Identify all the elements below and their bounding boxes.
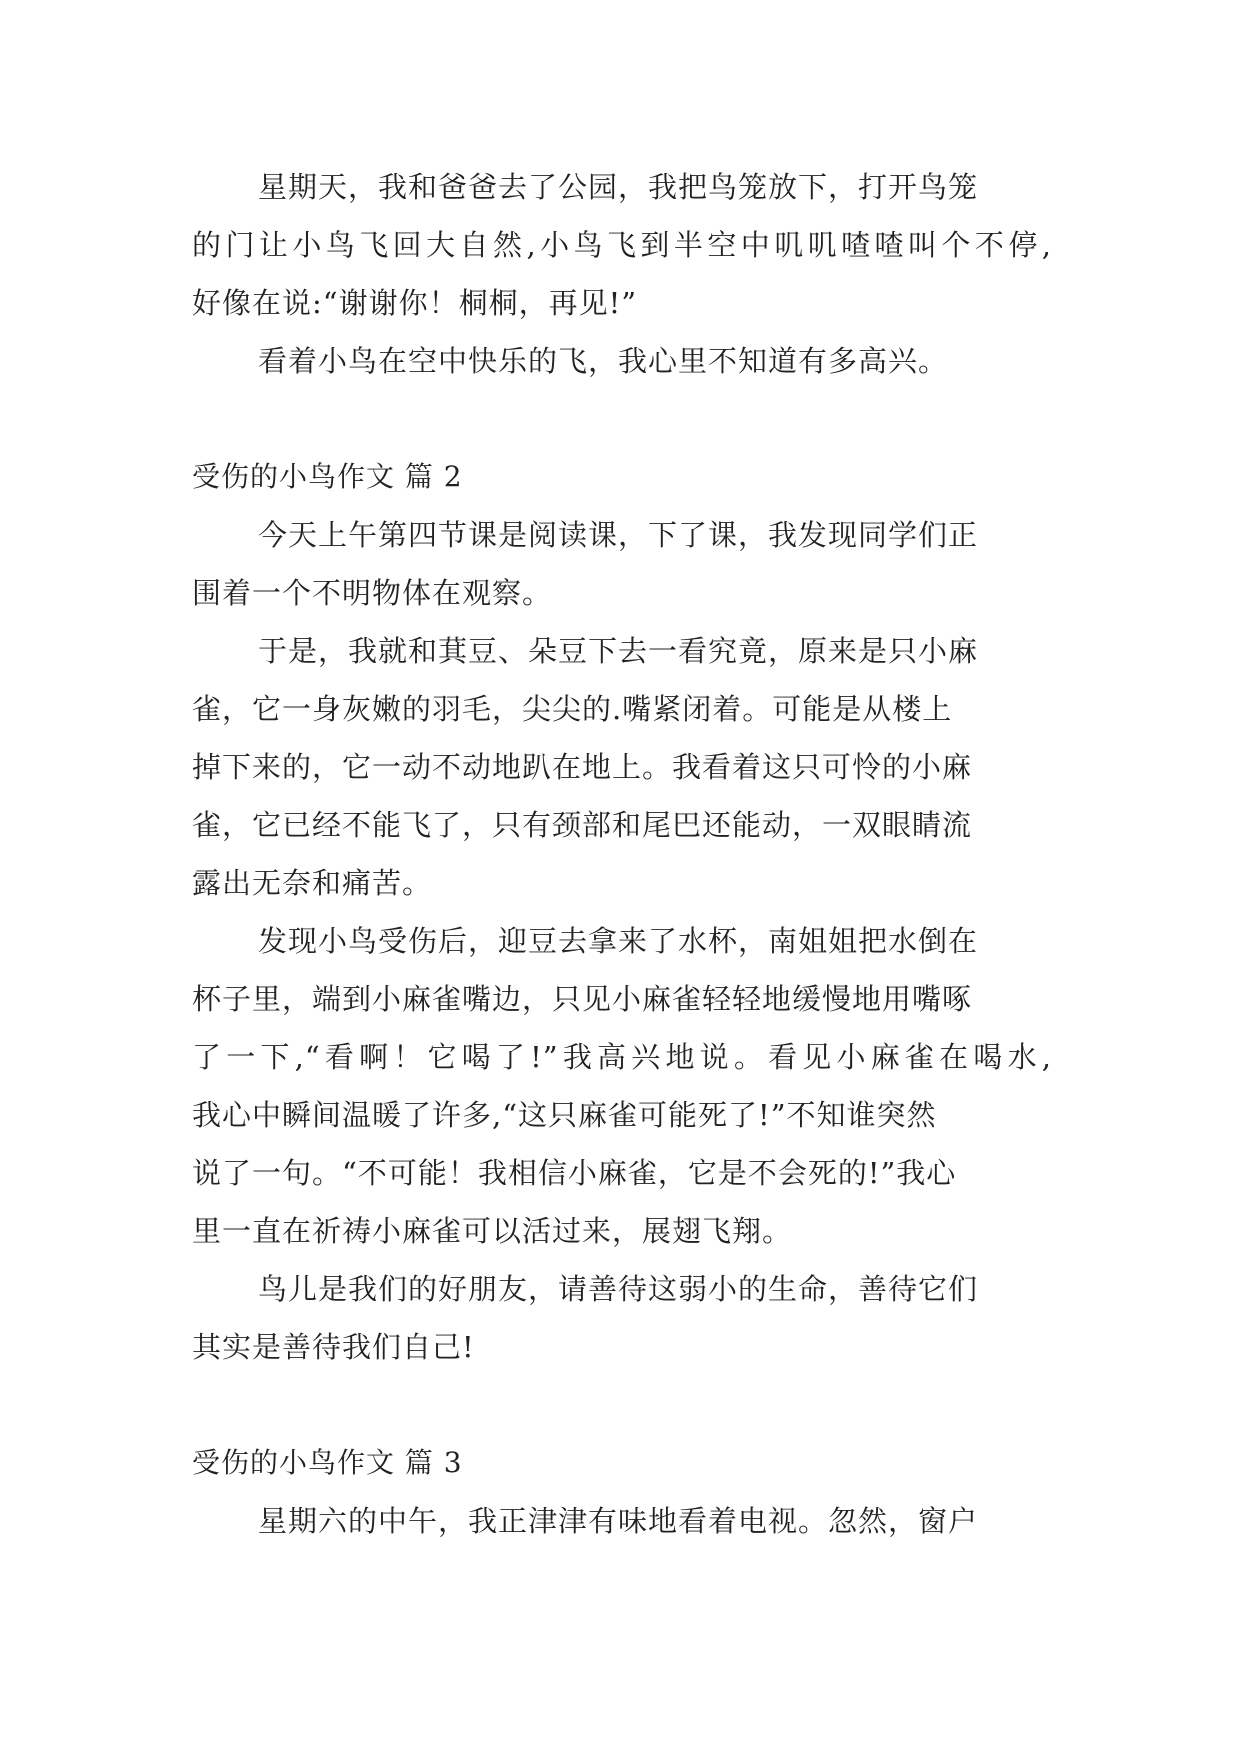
section-heading-3 [192, 1434, 1052, 1492]
paragraph-line: 的门让小鸟飞回大自然,小鸟飞到半空中叽叽喳喳叫个不停, [192, 228, 1052, 262]
paragraph-line: 其实是善待我们自己! [192, 1330, 475, 1364]
paragraph-line: 好像在说:“谢谢你！桐桐，再见!” [192, 286, 638, 320]
paragraph-line: 我心中瞬间温暖了许多,“这只麻雀可能死了!”不知谁突然 [192, 1098, 937, 1132]
paragraph-line: 说了一句。“不可能！我相信小麻雀，它是不会死的!”我心 [192, 1156, 957, 1190]
paragraph-line: 围着一个不明物体在观察。 [192, 576, 553, 610]
section-title: 受伤的小鸟作文 篇 2 [192, 460, 463, 493]
paragraph-line: 星期六的中午，我正津津有味地看着电视。忽然，窗户 [258, 1504, 979, 1538]
section2-paragraph-1 [192, 506, 1052, 622]
section2-paragraph-3 [192, 912, 1052, 1260]
paragraph-intro-2 [192, 332, 1052, 390]
paragraph-line: 于是，我就和萁豆、朵豆下去一看究竟，原来是只小麻 [258, 634, 979, 668]
paragraph-line: 雀，它已经不能飞了，只有颈部和尾巴还能动，一双眼睛流 [192, 808, 973, 842]
paragraph-line: 鸟儿是我们的好朋友，请善待这弱小的生命，善待它们 [258, 1272, 979, 1306]
section2-paragraph-4 [192, 1260, 1052, 1376]
section-title: 受伤的小鸟作文 篇 3 [192, 1446, 463, 1479]
paragraph-line: 星期天，我和爸爸去了公园，我把鸟笼放下，打开鸟笼 [258, 170, 979, 204]
paragraph-intro-1 [192, 158, 1052, 332]
paragraph-line: 掉下来的，它一动不动地趴在地上。我看着这只可怜的小麻 [192, 750, 973, 784]
paragraph-line: 今天上午第四节课是阅读课，下了课，我发现同学们正 [258, 518, 979, 552]
paragraph-line: 杯子里，端到小麻雀嘴边，只见小麻雀轻轻地缓慢地用嘴啄 [192, 982, 973, 1016]
section-heading-2 [192, 448, 1052, 506]
paragraph-line: 里一直在祈祷小麻雀可以活过来，展翅飞翔。 [192, 1214, 793, 1248]
paragraph-line: 露出无奈和痛苦。 [192, 866, 433, 900]
section2-paragraph-2 [192, 622, 1052, 912]
paragraph-line: 发现小鸟受伤后，迎豆去拿来了水杯，南姐姐把水倒在 [258, 924, 979, 958]
paragraph-line: 看着小鸟在空中快乐的飞，我心里不知道有多高兴。 [258, 344, 949, 378]
section3-paragraph-1 [192, 1492, 1052, 1550]
paragraph-line: 雀，它一身灰嫩的羽毛，尖尖的.嘴紧闭着。可能是从楼上 [192, 692, 953, 726]
paragraph-line: 了一下,“看啊！它喝了!”我高兴地说。看见小麻雀在喝水, [192, 1040, 1052, 1074]
